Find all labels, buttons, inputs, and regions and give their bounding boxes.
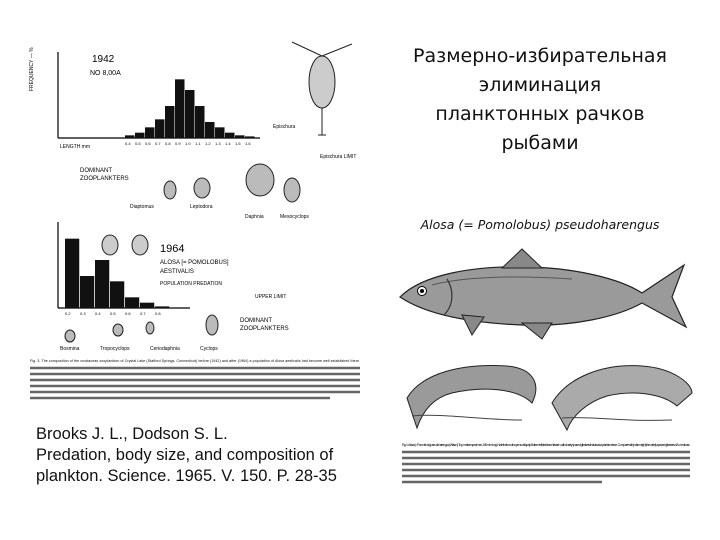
histogram-bar	[185, 90, 195, 138]
panel1-organisms	[164, 164, 300, 202]
tick-label: 0.4	[125, 141, 131, 146]
histogram-bar	[225, 133, 235, 138]
citation-line-1: Brooks J. L., Dodson S. L.	[36, 425, 228, 443]
panel1-xlabel: LENGTH mm	[60, 144, 90, 150]
panel1-bars	[125, 79, 255, 146]
panel2-population: POPULATION PREDATION	[160, 281, 223, 287]
right-caption	[402, 441, 692, 491]
histogram-bar	[135, 133, 145, 138]
histogram-bar	[110, 281, 124, 308]
svg-text:ZOOPLANKTERS: ZOOPLANKTERS	[80, 176, 129, 182]
tick-label: 0.4	[95, 311, 101, 316]
tick-label: 1.3	[215, 141, 221, 146]
panel2-aestivalis: AESTIVALIS	[160, 269, 194, 275]
histogram-bar	[125, 297, 139, 308]
tick-label: 1.2	[205, 141, 211, 146]
svg-text:Tropocyclops: Tropocyclops	[100, 346, 130, 352]
tick-label: 0.3	[80, 311, 86, 316]
tick-label: 0.7	[155, 141, 161, 146]
tick-label: 0.5	[110, 311, 116, 316]
svg-text:Fig. 3. The composition of the: Fig. 3. The composition of the crustacean zooplankton of Crystal Lake (Stafford Springs, Connecticut) before (1942) and after (1964) a population of Alosa aestivalis had become well established there.	[30, 359, 360, 363]
histogram-bar	[80, 276, 94, 308]
panel1-year: 1942	[92, 54, 115, 65]
svg-text:Bosmina: Bosmina	[60, 346, 80, 352]
panel2-organisms-top	[102, 235, 148, 255]
svg-text:Ceriodaphnia: Ceriodaphnia	[150, 346, 180, 352]
svg-text:ZOOPLANKTERS: ZOOPLANKTERS	[240, 326, 289, 332]
epischura-label: Epischura	[273, 124, 296, 130]
panel1-ylabel: FREQUENCY — %	[29, 47, 35, 91]
copepod-epischura-drawing	[292, 42, 352, 135]
tick-label: 0.2	[65, 311, 71, 316]
panel-1964	[58, 222, 289, 352]
panel2-organisms	[65, 315, 218, 342]
svg-text:Mesocyclops: Mesocyclops	[280, 214, 309, 220]
panel1-dominant: DOMINANT	[80, 168, 112, 174]
tick-label: 0.5	[135, 141, 141, 146]
histogram-bar	[125, 135, 135, 138]
panel2-year: 1964	[160, 243, 185, 255]
histogram-bar	[195, 106, 205, 138]
tick-label: 1.4	[225, 141, 231, 146]
svg-text:Daphnia: Daphnia	[245, 214, 264, 220]
tick-label: 0.6	[125, 311, 131, 316]
title-line-3: планктонных рачков	[435, 103, 645, 125]
brooks-dodson-figure	[30, 40, 365, 415]
species-name: Alosa (= Pomolobus) pseudoharengus	[420, 217, 660, 232]
svg-text:Fig. 1. Alosa (= Pomolobus) ps: Fig. 1. Alosa (= Pomolobus) pseudoharengus (Wilson). Top, mature specimen, 340 mm long. Note that mouth opens obliquely. Bottom left, first branchial arch, with closely spaced gill rakers that act as a plankton sieve. Compare with (bottom right) the widely spaced gill rakers of A. mediocris.	[402, 443, 690, 447]
histogram-bar	[140, 303, 154, 308]
histogram-bar	[215, 127, 225, 138]
tick-label: 0.8	[165, 141, 171, 146]
histogram-bar	[95, 260, 109, 308]
tick-label: 1.5	[235, 141, 241, 146]
tick-label: 1.1	[195, 141, 201, 146]
title-line-4: рыбами	[501, 132, 579, 154]
tick-label: 0.8	[155, 311, 161, 316]
histogram-bar	[165, 106, 175, 138]
title-line-2: элиминация	[478, 74, 602, 96]
histogram-bar	[145, 127, 155, 138]
svg-text:Diaptomus: Diaptomus	[130, 204, 154, 210]
histogram-bar	[245, 136, 255, 138]
histogram-bar	[175, 79, 185, 138]
citation-line-2: Predation, body size, and composition of	[36, 446, 334, 464]
histogram-bar	[235, 135, 245, 138]
panel-1942	[29, 42, 356, 220]
panel2-dominant: DOMINANT	[240, 318, 272, 324]
tick-label: 0.9	[175, 141, 181, 146]
panel1-no-label: NO 8,00A	[90, 70, 121, 77]
tick-label: 0.7	[140, 311, 146, 316]
tick-label: 0.6	[145, 141, 151, 146]
citation-line-3: plankton. Science. 1965. V. 150. P. 28-35	[36, 467, 337, 485]
svg-text:Cyclops: Cyclops	[200, 346, 218, 352]
title-line-1: Размерно-избирательная	[412, 45, 667, 67]
histogram-bar	[155, 306, 169, 308]
histogram-bar	[155, 119, 165, 138]
gill-rakers-drawing	[402, 358, 697, 436]
left-caption	[30, 359, 360, 398]
citation	[36, 424, 366, 487]
histogram-bar	[65, 239, 79, 308]
panel1-limit: Epischura LIMIT	[320, 154, 357, 160]
tick-label: 1.6	[245, 141, 251, 146]
tick-label: 1.0	[185, 141, 191, 146]
svg-text:Leptodora: Leptodora	[190, 204, 213, 210]
panel2-upper-limit: UPPER LIMIT	[255, 294, 287, 300]
slide-title	[385, 42, 695, 158]
alewife-fish-drawing	[392, 235, 692, 355]
panel2-alosa: ALOSA [= POMOLOBUS]	[160, 260, 229, 266]
histogram-bar	[205, 122, 215, 138]
